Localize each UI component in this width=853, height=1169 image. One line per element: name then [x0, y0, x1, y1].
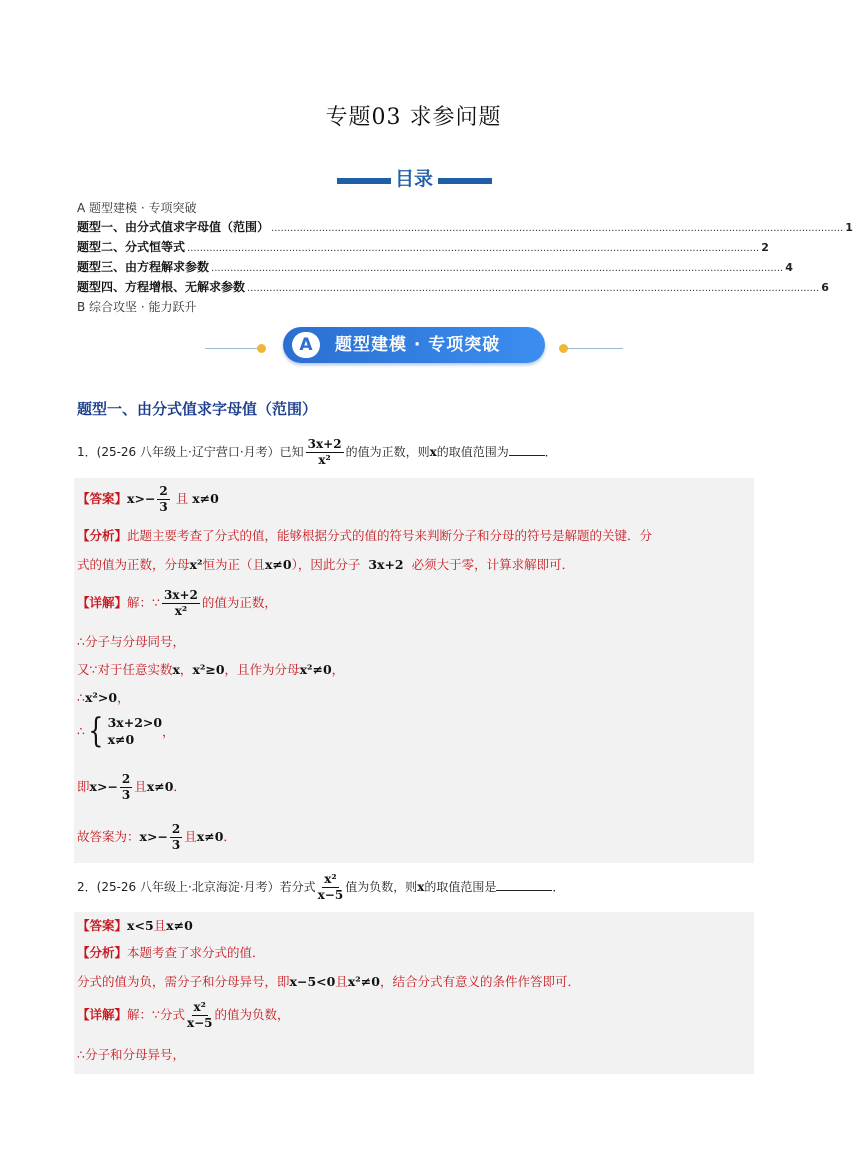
- toc-item-label: 题型一、由分式值求字母值（范围）: [77, 220, 270, 234]
- q1-analysis-2d: x≠0: [264, 557, 292, 572]
- section-heading: 题型一、由分式值求字母值（范围）: [77, 400, 318, 418]
- toc-page: 4: [785, 261, 793, 274]
- q1-detail-line-7: [77, 822, 236, 853]
- q2-prefix: 2．(25-26 八年级上·北京海淀·月考）若分式: [77, 880, 316, 894]
- banner-line-left: [205, 348, 261, 349]
- q2-detail-line-1: [77, 1000, 290, 1031]
- q1-detail-5c: ，: [162, 724, 175, 739]
- q1-detail-3d: x²≥0: [192, 662, 225, 677]
- q2-answer-b: 且: [153, 918, 167, 933]
- document-title: 专题03 求参问题: [325, 105, 502, 130]
- q1-frac-den: x²: [318, 453, 331, 467]
- q2-analysis-2b: x−5<0: [289, 974, 336, 989]
- q1-detail-frac-num: 3x+2: [163, 588, 198, 602]
- q1-analysis-2c: 恒为正（且: [202, 557, 265, 572]
- q1-system: [85, 711, 163, 751]
- q1-detail-4c: ，: [117, 690, 130, 705]
- q1-detail-7e: ．: [223, 829, 236, 844]
- toc-item-label: A 题型建模 · 专项突破: [77, 201, 197, 215]
- q1-analysis-2b: x²: [189, 557, 203, 572]
- q1-analysis-line-1: [77, 526, 652, 544]
- toc-item[interactable]: [77, 199, 653, 218]
- banner-line-right: [567, 348, 623, 349]
- q1-detail-frac-den: x²: [174, 604, 188, 618]
- q1-detail-line-2: ∴分子与分母同号，: [77, 634, 185, 649]
- q1-detail-line-6: [77, 772, 186, 803]
- q1-detail-1b: 的值为正数，: [201, 595, 277, 610]
- q1-answer-and: 且: [171, 491, 193, 506]
- q1-analysis-2e: ），因此分子: [291, 557, 361, 572]
- toc-page: 2: [761, 241, 769, 254]
- q1-detail-1a: 解：∵: [127, 595, 160, 610]
- q1-answer-tail: x≠0: [192, 491, 219, 506]
- q2-end: ．: [552, 880, 565, 894]
- q2-analysis-line-2: [77, 972, 580, 990]
- q1-frac-num: 3x+2: [307, 437, 342, 451]
- q1-detail-7-frac: [170, 822, 182, 853]
- toc-item-label: 题型二、分式恒等式: [77, 240, 186, 254]
- q1-answer-frac-den: 3: [159, 500, 168, 514]
- q2-answer-a: x<5: [127, 918, 154, 933]
- q1-detail-7-frac-num: 2: [171, 822, 181, 836]
- q1-detail-6c: 且: [134, 779, 147, 794]
- q2-detail-tag: 【详解】: [77, 1007, 128, 1022]
- brace-icon: {: [88, 711, 104, 751]
- q2-detail-1a: 解：∵分式: [127, 1007, 185, 1022]
- q1-detail-7c: 且: [184, 829, 197, 844]
- q1-analysis-tag: 【分析】: [77, 528, 128, 543]
- q1-detail-tag: 【详解】: [77, 595, 128, 610]
- toc-item[interactable]: [77, 278, 829, 298]
- q1-analysis-2g: 必须大于零，计算求解即可．: [411, 557, 575, 572]
- q1-system-row-1: 3x+2>0: [107, 715, 163, 730]
- q1-fraction: [306, 437, 344, 468]
- q1-detail-3e: ，且作为分母: [224, 662, 300, 677]
- toc-dots: ....................................................................................................................................................................................: [247, 283, 820, 294]
- q1-detail-7-frac-den: 3: [171, 838, 181, 852]
- q2-analysis-2e: ，结合分式有意义的条件作答即可．: [379, 974, 580, 989]
- q1-detail-7d: x≠0: [196, 829, 224, 844]
- banner-pill: [283, 327, 545, 363]
- q1-end: ．: [544, 445, 557, 459]
- q1-detail-7a: 故答案为：: [77, 829, 140, 844]
- q2-answer-tag: 【答案】: [77, 918, 128, 933]
- q2-analysis-2c: 且: [335, 974, 348, 989]
- toc-bar-right: [438, 178, 492, 184]
- toc-page: 6: [821, 281, 829, 294]
- q1-answer-tag: 【答案】: [77, 491, 128, 506]
- banner-letter: A: [292, 332, 320, 358]
- q1-detail-6a: 即: [77, 779, 90, 794]
- toc-item-label: 题型三、由方程解求参数: [77, 260, 210, 274]
- q1-detail-7b: x>−: [139, 829, 168, 844]
- q1-suffix: 的取值范围为: [436, 445, 509, 459]
- toc-item[interactable]: [77, 258, 793, 278]
- q1-detail-6-frac-den: 3: [121, 788, 131, 802]
- q1-detail-6e: ．: [173, 779, 186, 794]
- q1-detail-5a: ∴: [77, 723, 85, 739]
- toc-dots: ....................................................................................................................................................................................: [211, 263, 784, 274]
- q1-analysis-line-2: [77, 555, 574, 573]
- q1-detail-6-frac-num: 2: [121, 772, 131, 786]
- banner-text: 题型建模 · 专项突破: [335, 335, 501, 355]
- q1-mid: 的值为正数，则: [345, 445, 430, 459]
- section-banner: [205, 326, 625, 366]
- q1-system-row-2: x≠0: [107, 732, 135, 747]
- q2-fraction: [318, 872, 344, 903]
- q1-detail-4b: x²>0: [84, 690, 118, 705]
- q2-frac-den: x−5: [317, 888, 344, 902]
- q2-analysis-2d: x²≠0: [347, 974, 380, 989]
- toc-item[interactable]: [77, 298, 653, 317]
- toc-bar-left: [337, 178, 391, 184]
- q1-var: x: [429, 445, 437, 459]
- q1-detail-3g: ，: [331, 662, 345, 677]
- toc-item-label: 题型四、方程增根、无解求参数: [77, 280, 246, 294]
- q1-answer-expr: x>−: [127, 491, 156, 506]
- q2-suffix: 的取值范围是: [424, 880, 497, 894]
- q1-detail-6-frac: [120, 772, 132, 803]
- q1-detail-line-4: [77, 688, 130, 706]
- q1-answer-frac-num: 2: [159, 484, 168, 498]
- q2-detail-frac-den: x−5: [186, 1016, 213, 1030]
- toc-title: 目录: [394, 168, 433, 190]
- q1-detail-6b: x>−: [89, 779, 118, 794]
- q2-analysis-text-1: 本题考查了求分式的值．: [127, 945, 265, 960]
- q1-prefix: 1．(25-26 八年级上·辽宁营口·月考）已知: [77, 445, 304, 459]
- q2-answer-blank[interactable]: [496, 878, 552, 891]
- q1-answer-blank[interactable]: [509, 443, 545, 456]
- q2-answer-line: [77, 916, 193, 934]
- q1-analysis-text-1: 此题主要考查了分式的值，能够根据分式的值的符号来判断分子和分母的符号是解题的关键．分: [127, 528, 653, 543]
- q1-detail-frac: [162, 588, 200, 619]
- toc-item-label: B 综合攻坚 · 能力跃升: [77, 300, 197, 314]
- q1-detail-line-1: [77, 588, 277, 619]
- q1-answer-line: [77, 484, 219, 515]
- q1-analysis-2a: 式的值为正数，分母: [77, 557, 190, 572]
- q2-analysis-line-1: [77, 943, 265, 961]
- q2-detail-frac: [187, 1000, 213, 1031]
- table-of-contents: [77, 199, 853, 317]
- q2-frac-num: x²: [324, 872, 337, 886]
- toc-item[interactable]: [77, 218, 853, 238]
- question-1: [77, 437, 557, 468]
- toc-dots: ....................................................................................................................................................................................: [271, 223, 844, 234]
- q2-detail-frac-num: x²: [193, 1000, 206, 1014]
- toc-page: 1: [845, 221, 853, 234]
- q1-detail-3b: x: [172, 662, 180, 677]
- q1-detail-line-3: [77, 660, 344, 678]
- q1-detail-3f: x²≠0: [299, 662, 332, 677]
- q2-detail-line-2: ∴分子和分母异号，: [77, 1047, 185, 1062]
- toc-item[interactable]: [77, 238, 769, 258]
- q1-detail-6d: x≠0: [146, 779, 174, 794]
- q2-analysis-tag: 【分析】: [77, 945, 128, 960]
- q1-analysis-2f: 3x+2: [368, 557, 404, 572]
- q1-answer-frac: [157, 484, 169, 515]
- q1-detail-line-5: [77, 711, 175, 751]
- banner-dot-left: [257, 344, 266, 353]
- q1-detail-3a: 又∵对于任意实数: [77, 662, 173, 677]
- q2-mid: 值为负数，则: [345, 880, 418, 894]
- q1-detail-3c: ，: [179, 662, 193, 677]
- q2-analysis-2a: 分式的值为负，需分子和分母异号，即: [77, 974, 290, 989]
- q1-detail-4a: ∴: [77, 690, 85, 705]
- q2-answer-c: x≠0: [166, 918, 193, 933]
- question-2: [77, 872, 564, 903]
- q2-detail-1b: 的值为负数，: [214, 1007, 290, 1022]
- toc-dots: ....................................................................................................................................................................................: [187, 243, 760, 254]
- q2-var: x: [417, 880, 425, 894]
